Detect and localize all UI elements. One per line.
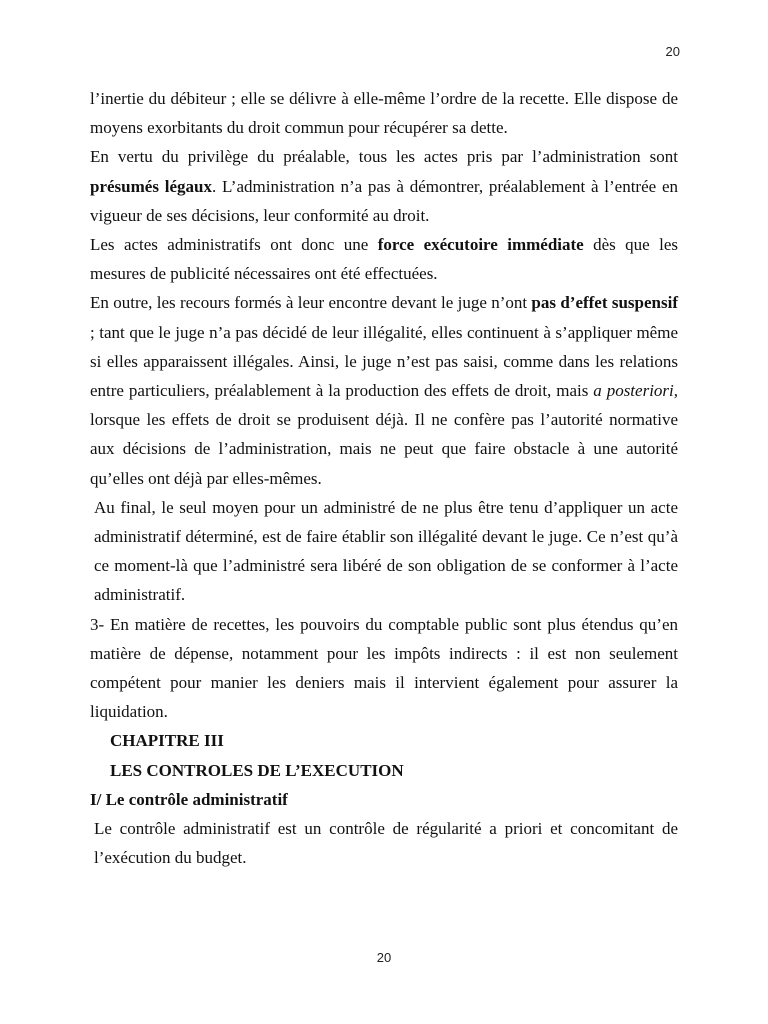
paragraph-3-text-a: Les actes administratifs ont donc une (90, 235, 378, 255)
chapter-title: LES CONTROLES DE L’EXECUTION (110, 760, 404, 780)
paragraph-2-text-c: . L’administration n’a pas à démontrer, préalablement à l’entrée en vigueur de ses décisions, leur conformité au droit. (90, 176, 679, 225)
paragraph-5: Au final, le seul moyen pour un administré de ne plus être tenu d’appliquer un acte administratif déterminé, est de faire établir son illégalité devant le juge. Ce n’est qu’à ce moment-là que l’administré sera libéré de son obligation de se conformer à l’acte administratif. (94, 497, 678, 605)
page-number-bottom: 20 (376, 950, 392, 965)
paragraph-3-bold: force exécutoire immédiate (377, 235, 584, 255)
page-number-top: 20 (665, 44, 680, 59)
paragraph-4-text-e: lorsque les effets de droit se produisent déjà. Il ne confère pas l’autorité normative aux décisions de l’administration, mais ne peut que faire obstacle à une autorité qu’elles ont déjà par elles-mêmes. (90, 410, 678, 488)
paragraph-2-bold: présumés légaux (90, 176, 212, 196)
paragraph-4-text-a: En outre, les recours formés à leur encontre devant le juge n’ont (90, 293, 532, 313)
section-title: I/ Le contrôle administratif (90, 789, 288, 809)
paragraph-6: 3- En matière de recettes, les pouvoirs du comptable public sont plus étendus qu’en matière de dépense, notamment pour les impôts indirects : il est non seulement compétent pour manier les deniers mais il intervient également pour assurer la liquidation. (90, 614, 678, 722)
chapter-label: CHAPITRE III (110, 731, 224, 751)
paragraph-4-bold: pas d’effet suspensif (531, 293, 678, 313)
paragraph-3-text-c: dès que les mesures de publicité nécessaires ont été effectuées. (90, 235, 678, 284)
paragraph-7: Le contrôle administratif est un contrôle de régularité a priori et concomitant de l’exécution du budget. (94, 819, 678, 868)
paragraph-2-text-a: En vertu du privilège du préalable, tous les actes pris par l’administration sont (90, 147, 678, 167)
paragraph-4-text-c: ; tant que le juge n’a pas décidé de leur illégalité, elles continuent à s’appliquer même si elles apparaissent illégales. Ainsi, le juge n’est pas saisi, comme dans les relations entre particuliers, préalablement à la production des effets de droit, mais (90, 322, 678, 401)
paragraph-4 (90, 288, 678, 492)
paragraph-1: l’inertie du débiteur ; elle se délivre à elle-même l’ordre de la recette. Elle dispose de moyens exorbitants du droit commun pour récupérer sa dette. (90, 89, 678, 138)
paragraph-2 (90, 142, 678, 230)
page-body (90, 84, 678, 872)
paragraph-4-italic: a posteriori, (593, 381, 679, 401)
paragraph-3 (90, 230, 678, 288)
